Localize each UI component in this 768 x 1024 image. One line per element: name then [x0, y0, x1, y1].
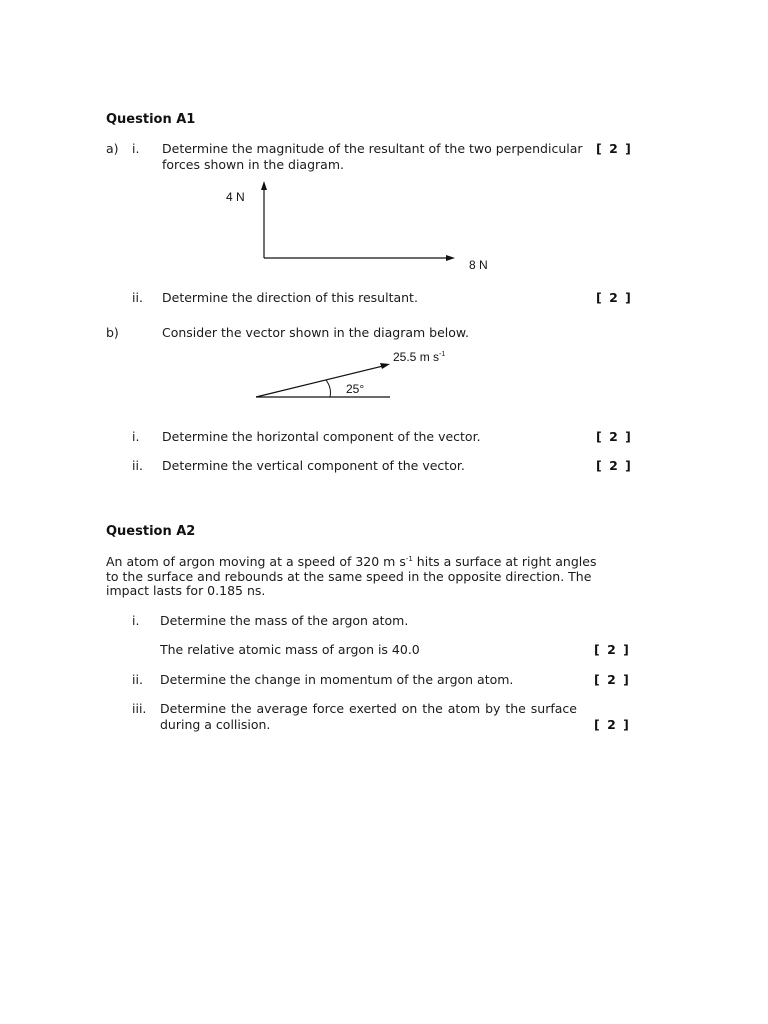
horizontal-force-arrow [264, 255, 455, 261]
part-a-ii-text: Determine the direction of this resultant. [162, 290, 418, 305]
part-a-i-number: i. [132, 141, 140, 156]
part-a-i-text-line2: forces shown in the diagram. [162, 157, 344, 172]
q2-intro-line3: impact lasts for 0.185 ns. [106, 583, 266, 598]
question-a2-heading: Question A2 [106, 524, 196, 539]
part-b-ii-marks: [ 2 ] [596, 458, 633, 473]
part-b-text: Consider the vector shown in the diagram below. [162, 325, 469, 340]
q2-i-note: The relative atomic mass of argon is 40.0 [160, 642, 420, 657]
part-b-i-number: i. [132, 429, 140, 444]
vertical-force-label: 4 N [226, 190, 245, 204]
q2-iii-text-line1: Determine the average force exerted on the atom by the surface [160, 701, 577, 716]
q2-intro-line2: to the surface and rebounds at the same speed in the opposite direction. The [106, 569, 592, 584]
part-a-label: a) [106, 141, 119, 156]
vector-angle-label: 25° [346, 382, 365, 396]
q2-ii-number: ii. [132, 672, 143, 687]
vector-magnitude-label: 25.5 m $s^{-1}$ [393, 350, 446, 364]
part-b-i-marks: [ 2 ] [596, 429, 633, 444]
part-a-i-marks: [ 2 ] [596, 141, 633, 156]
q2-i-text: Determine the mass of the argon atom. [160, 613, 409, 628]
q2-i-number: i. [132, 613, 140, 628]
q2-intro-line1: An atom of argon moving at a speed of 320 m $s^{-1}$ hits a surface at right angles [106, 554, 597, 569]
part-a-i-text-line1: Determine the magnitude of the resultant of the two perpendicular [162, 141, 583, 156]
question-a1-heading: Question A1 [106, 112, 196, 127]
q2-iii-text-line2: during a collision. [160, 717, 271, 732]
horizontal-force-label: 8 N [469, 258, 488, 272]
q2-i-marks: [ 2 ] [594, 642, 631, 657]
q2-iii-marks: [ 2 ] [594, 717, 631, 732]
part-a-ii-marks: [ 2 ] [596, 290, 633, 305]
part-b-label: b) [106, 325, 119, 340]
angled-vector-diagram [256, 363, 390, 397]
q2-ii-marks: [ 2 ] [594, 672, 631, 687]
part-a-ii-number: ii. [132, 290, 143, 305]
part-b-i-text: Determine the horizontal component of the vector. [162, 429, 481, 444]
q2-ii-text: Determine the change in momentum of the argon atom. [160, 672, 514, 687]
part-b-ii-number: ii. [132, 458, 143, 473]
vertical-force-arrow [261, 181, 267, 258]
angle-arc [326, 380, 331, 397]
part-b-ii-text: Determine the vertical component of the vector. [162, 458, 465, 473]
q2-iii-number: iii. [132, 701, 147, 716]
